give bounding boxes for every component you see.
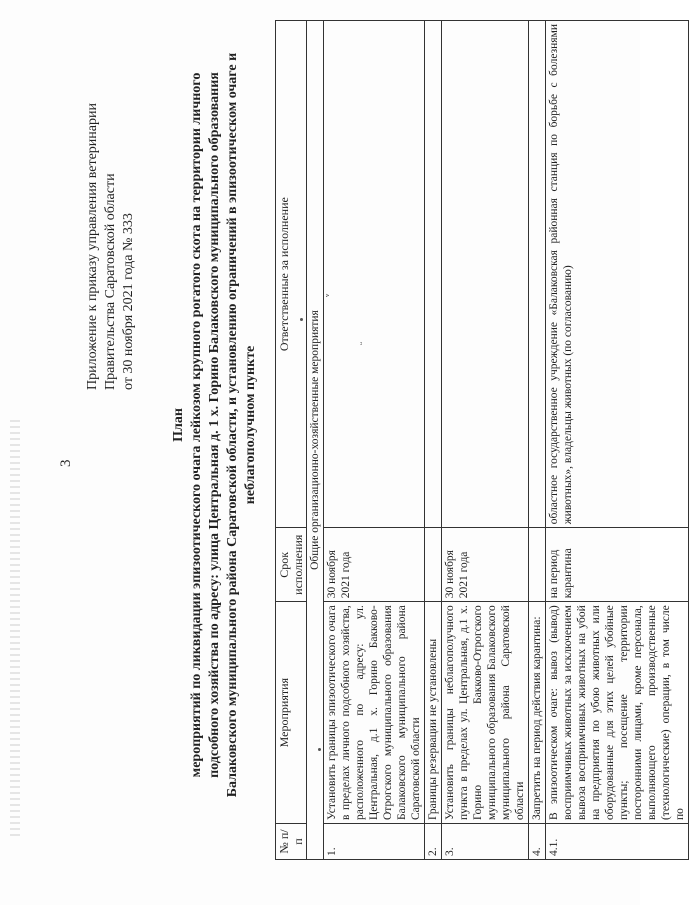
row-num: 4. bbox=[529, 824, 546, 860]
row-num: 2. bbox=[425, 824, 442, 860]
table-row bbox=[529, 21, 546, 860]
row-num: 4.1. bbox=[546, 824, 689, 860]
page-number: 3 bbox=[58, 459, 74, 467]
table-header-row bbox=[276, 21, 307, 860]
header-num: № п/п bbox=[276, 824, 307, 860]
row-responsible bbox=[529, 21, 546, 528]
title-line: План bbox=[171, 408, 186, 442]
row-term bbox=[529, 528, 546, 602]
row-responsible: областное государственное учреждение «Балаковская районная станция по борьбе с болезнями животных», владельцы животных (по согласованию) bbox=[546, 21, 689, 528]
title-line: подсобного хозяйства по адресу: улица Центральная д. 1 х. Горино Балаковского муниципального образования bbox=[207, 72, 222, 778]
row-term bbox=[425, 528, 442, 602]
table-row bbox=[425, 21, 442, 860]
row-num: 3. bbox=[442, 824, 529, 860]
row-action: Границы резервации не установлены bbox=[425, 602, 442, 824]
row-responsible bbox=[425, 21, 442, 528]
section-title: Общие организационно-хозяйственные мероприятия bbox=[307, 21, 324, 860]
appendix-line: Приложение к приказу управления ветеринарии bbox=[85, 103, 100, 390]
row-responsible bbox=[324, 21, 425, 528]
table-row bbox=[546, 21, 689, 860]
appendix-line: Правительства Саратовской области bbox=[103, 173, 118, 390]
row-num: 1. bbox=[324, 824, 425, 860]
row-term: 30 ноября 2021 года bbox=[442, 528, 529, 602]
row-action: В эпизоотическом очаге: вывоз (вывод) восприимчивых животных за исключением вывоза восприимчивых животных на убой на предприятия по убою животных или оборудованные для этих целей убойные пункты; посещение территории посторонними лицами, кроме персонала, выполняющего производственные (технологические) операции, в том числе по bbox=[546, 602, 689, 824]
plan-table bbox=[275, 20, 689, 860]
stamp-mark: ᵕ bbox=[356, 341, 368, 345]
row-term: 30 ноября 2021 года bbox=[324, 528, 425, 602]
title-line: мероприятий по ликвидации эпизоотического очага лейкозом крупного рогатого скота на территории личного bbox=[189, 72, 204, 778]
header-term: Срок исполнения bbox=[276, 528, 307, 602]
header-responsible: Ответственные за исполнение bbox=[276, 21, 307, 528]
document-title bbox=[170, 5, 260, 845]
row-action: Установить границы эпизоотического очага в пределах личного подсобного хозяйства, расположенного по адресу: ул. Центральная, д.1 х. Горино Бакково-Отрогского муниципального образования Балаковского муниципального района Саратовской области bbox=[324, 602, 425, 824]
row-term: на период карантина bbox=[546, 528, 689, 602]
appendix-line: от 30 ноября 2021 года № 333 bbox=[121, 213, 136, 390]
appendix-note bbox=[84, 10, 138, 390]
table-row bbox=[324, 21, 425, 860]
title-line: неблагополучном пункте bbox=[243, 345, 258, 505]
row-action: Установить границы неблагополучного пункта в пределах ул. Центральная, д.1 х. Горино Бакково-Отрогского муниципального образования Балаковского муниципального района Саратовской области bbox=[442, 602, 529, 824]
tick-mark: ᵛ bbox=[323, 293, 335, 297]
title-line: Балаковского муниципального района Саратовской области, и установлению ограничений в эпизоотическом очаге и bbox=[225, 52, 240, 798]
header-action: Мероприятия bbox=[276, 602, 307, 824]
row-action: Запретить на период действия карантина: bbox=[529, 602, 546, 824]
section-row bbox=[307, 21, 324, 860]
row-responsible bbox=[442, 21, 529, 528]
table-row bbox=[442, 21, 529, 860]
